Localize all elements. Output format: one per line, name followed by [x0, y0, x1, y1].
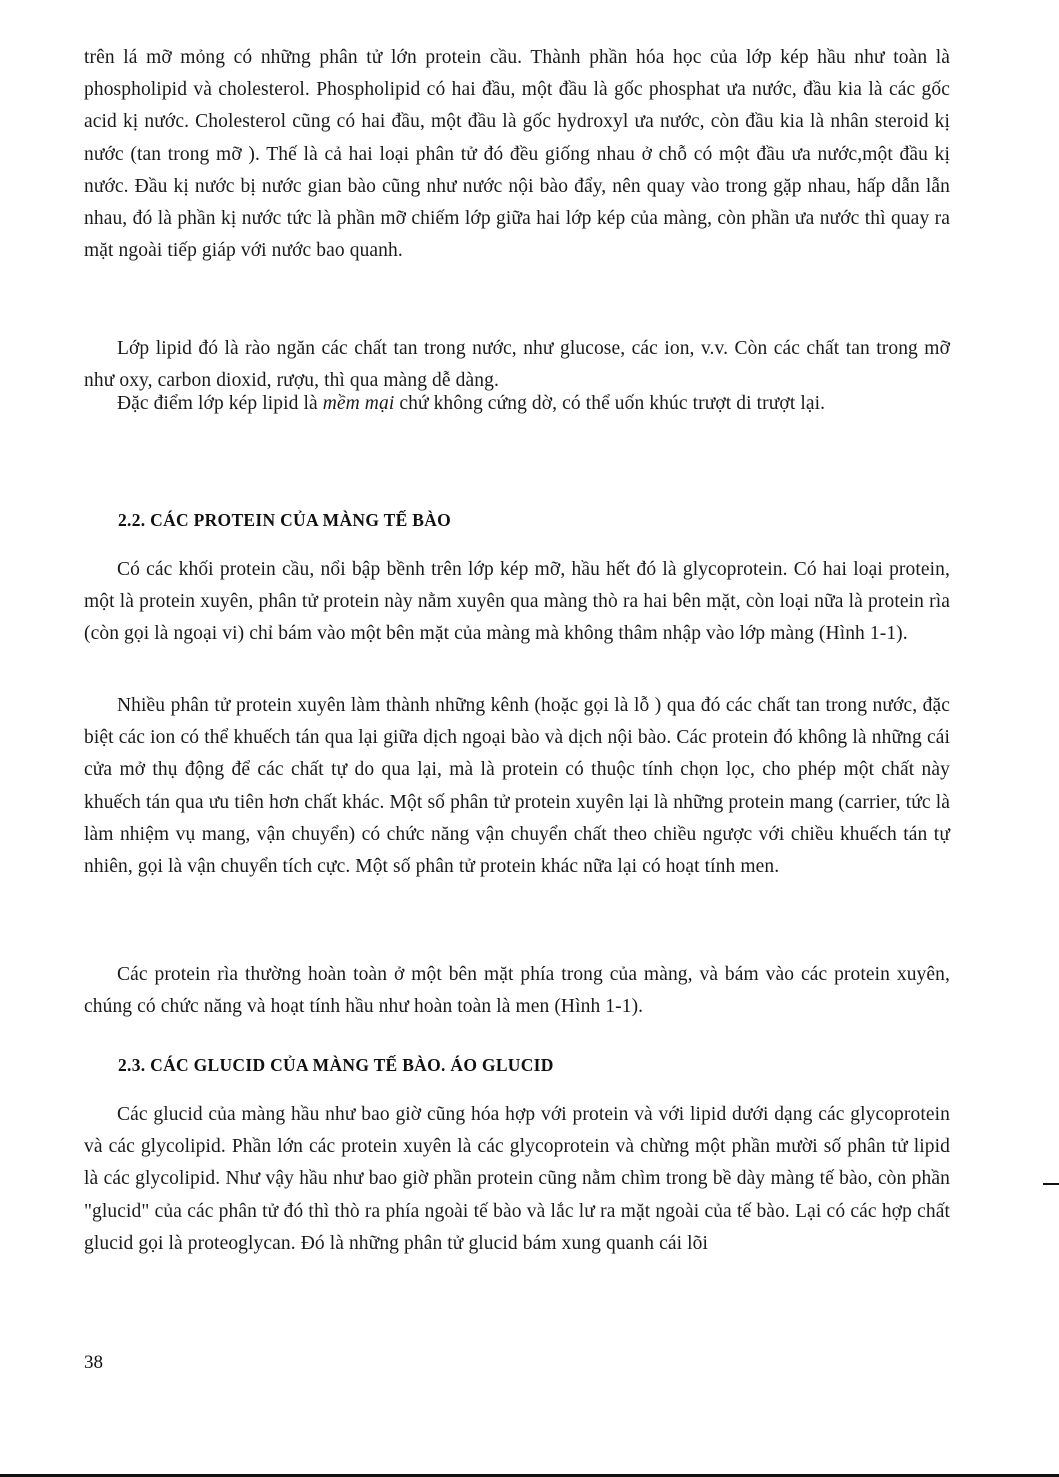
- paragraph-lipid-composition: [84, 42, 950, 267]
- body-text: Lớp lipid đó là rào ngăn các chất tan trong nước, như glucose, các ion, v.v. Còn các chất tan trong mỡ như oxy, carbon dioxid, rượu, thì qua màng dễ dàng.: [84, 338, 950, 392]
- paragraph-peripheral-proteins: [84, 959, 950, 1023]
- text-run: chứ không cứng dờ, có thể uốn khúc trượt di trượt lại.: [394, 393, 826, 414]
- paragraph-protein-channels: [84, 690, 950, 883]
- body-text: Có các khối protein cầu, nổi bập bềnh trên lớp kép mỡ, hầu hết đó là glycoprotein. Có hai loại protein, một là protein xuyên, phân tử protein này nằm xuyên qua màng thò ra hai bên mặt, còn loại nữa là protein rìa (còn gọi là ngoại vi) chỉ bám vào một bên mặt của màng mà không thâm nhập vào lớp màng (Hình 1-1).: [84, 559, 950, 645]
- margin-mark: [1043, 1183, 1059, 1185]
- body-text: trên lá mỡ mỏng có những phân tử lớn protein cầu. Thành phần hóa học của lớp kép hầu như toàn là phospholipid và cholesterol. Phospholipid có hai đầu, một đầu là gốc phosphat ưa nước, đầu kia là các gốc acid kị nước. Cholesterol cũng có hai đầu, một đầu là gốc hydroxyl ưa nước, còn đầu kia là nhân steroid kị nước (tan trong mỡ ). Thế là cả hai loại phân tử đó đều giống nhau ở chỗ có một đầu ưa nước,một đầu kị nước. Đầu kị nước bị nước gian bào cũng như nước nội bào đẩy, nên quay vào trong gặp nhau, hấp dẫn lẫn nhau, đó là phần kị nước tức là phần mỡ chiếm lớp giữa hai lớp kép của màng, còn phần ưa nước thì quay ra mặt ngoài tiếp giáp với nước bao quanh.: [84, 47, 950, 262]
- emphasis-text: mềm mại: [322, 393, 395, 414]
- section-heading-glucids: 2.3. CÁC GLUCID CỦA MÀNG TẾ BÀO. ÁO GLUCID: [118, 1055, 554, 1075]
- body-text: Nhiều phân tử protein xuyên làm thành những kênh (hoặc gọi là lỗ ) qua đó các chất tan trong nước, đặc biệt các ion có thể khuếch tán qua lại giữa dịch ngoại bào và dịch nội bào. Các protein đó không là những cái cửa mở thụ động để các chất tự do qua lại, mà là protein có thuộc tính chọn lọc, cho phép một chất này khuếch tán qua ưu tiên hơn chất khác. Một số phân tử protein xuyên lại là những protein mang (carrier, tức là làm nhiệm vụ mang, vận chuyển) có chức năng vận chuyển chất theo chiều ngược với chiều khuếch tán tự nhiên, gọi là vận chuyển tích cực. Một số phân tử protein khác nữa lại có hoạt tính men.: [84, 695, 950, 878]
- page-number: 38: [84, 1352, 103, 1373]
- paragraph-lipid-softness: [84, 388, 950, 420]
- paragraph-protein-types: [84, 554, 950, 651]
- body-text: Các protein rìa thường hoàn toàn ở một bên mặt phía trong của màng, và bám vào các protein xuyên, chúng có chức năng và hoạt tính hầu như hoàn toàn là men (Hình 1-1).: [84, 964, 950, 1018]
- paragraph-glucids: [84, 1099, 950, 1260]
- text-run: Đặc điểm lớp kép lipid là: [117, 393, 323, 414]
- body-text: [84, 388, 950, 420]
- section-heading-proteins: 2.2. CÁC PROTEIN CỦA MÀNG TẾ BÀO: [118, 510, 452, 530]
- body-text: Các glucid của màng hầu như bao giờ cũng hóa hợp với protein và với lipid dưới dạng các glycoprotein và các glycolipid. Phần lớn các protein xuyên là các glycoprotein và chừng một phần mười số phân tử lipid là các glycolipid. Như vậy hầu như bao giờ phần protein cũng nằm chìm trong bề dày màng tế bào, còn phần "glucid" của các phân tử đó thì thò ra phía ngoài tế bào và lắc lư ra mặt ngoài của tế bào. Lại có các hợp chất glucid gọi là proteoglycan. Đó là những phân tử glucid bám xung quanh cái lõi: [84, 1104, 950, 1254]
